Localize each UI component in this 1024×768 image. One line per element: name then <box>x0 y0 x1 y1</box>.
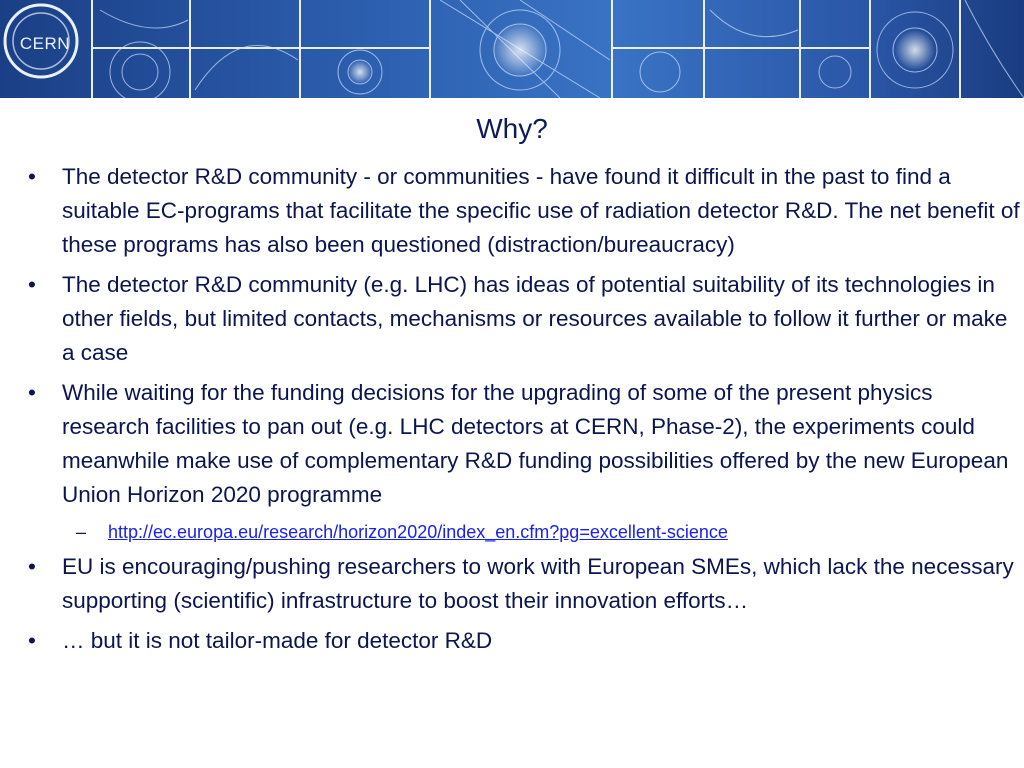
cern-logo-text: CERN <box>19 34 71 53</box>
horizon2020-link[interactable]: http://ec.europa.eu/research/horizon2020/index_en.cfm?pg=excellent-science <box>108 522 728 542</box>
sub-bullet-marker: – <box>76 522 87 542</box>
bullet-marker: • <box>28 554 36 579</box>
bullet-text: The detector R&D community (e.g. LHC) has ideas of potential suitability of its technologies in other fields, but limited contacts, mechanisms or resources available to follow it further or make a case <box>62 272 1008 365</box>
bullet-item <box>24 160 1020 262</box>
bullet-text: … but it is not tailor-made for detector R&D <box>62 628 493 653</box>
bullet-item <box>24 268 1020 370</box>
bullet-item <box>24 624 1020 658</box>
slide-content <box>24 160 1020 664</box>
bullet-item <box>24 550 1020 618</box>
slide-title: Why? <box>476 113 548 144</box>
bullet-text: EU is encouraging/pushing researchers to work with European SMEs, which lack the necessary supporting (scientific) infrastructure to boost their innovation efforts… <box>62 554 1014 613</box>
bullet-marker: • <box>28 164 36 189</box>
bullet-text: While waiting for the funding decisions for the upgrading of some of the present physics research facilities to pan out (e.g. LHC detectors at CERN, Phase-2), the experiments could meanwhile make use of complementary R&D funding possibilities offered by the new European Union Horizon 2020 programme <box>62 380 1009 507</box>
banner-artwork <box>0 0 1024 98</box>
sub-bullet-item <box>24 518 1020 546</box>
bullet-text: The detector R&D community - or communities - have found it difficult in the past to find a suitable EC-programs that facilitate the specific use of radiation detector R&D. The net benefit of these programs has also been questioned (distraction/bureaucracy) <box>62 164 1020 257</box>
bullet-marker: • <box>28 380 36 405</box>
bullet-marker: • <box>28 272 36 297</box>
bullet-marker: • <box>28 628 36 653</box>
bullet-item <box>24 376 1020 512</box>
header-banner <box>0 0 1024 98</box>
